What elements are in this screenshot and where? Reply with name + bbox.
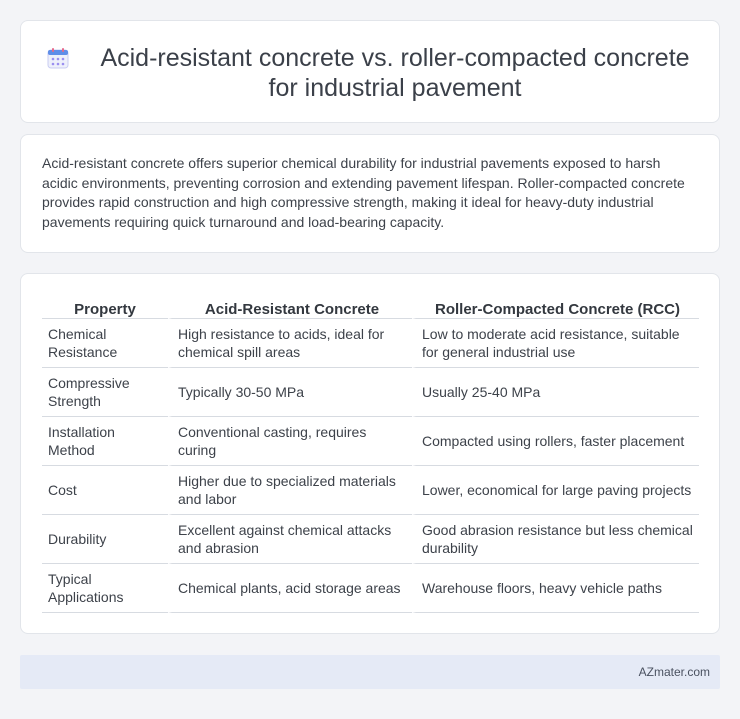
table-header-row xyxy=(42,298,699,319)
row-acid-value: Conventional casting, requires curing xyxy=(168,417,412,466)
row-property: Typical Applications xyxy=(42,564,168,613)
footer-bar xyxy=(20,655,720,689)
summary-card xyxy=(20,134,720,253)
row-rcc-value: Lower, economical for large paving projects xyxy=(412,466,699,515)
row-acid-value: Higher due to specialized materials and labor xyxy=(168,466,412,515)
row-rcc-value: Compacted using rollers, faster placement xyxy=(412,417,699,466)
comparison-table-card xyxy=(20,273,720,634)
title-card xyxy=(20,20,720,123)
table-row xyxy=(42,466,699,515)
row-rcc-value: Warehouse floors, heavy vehicle paths xyxy=(412,564,699,613)
header-property: Property xyxy=(42,298,168,319)
row-rcc-value: Usually 25-40 MPa xyxy=(412,368,699,417)
table-row xyxy=(42,368,699,417)
row-property: Installation Method xyxy=(42,417,168,466)
row-rcc-value: Good abrasion resistance but less chemical durability xyxy=(412,515,699,564)
footer-brand[interactable]: AZmater.com xyxy=(638,665,710,679)
row-acid-value: Typically 30-50 MPa xyxy=(168,368,412,417)
header-acid-resistant: Acid-Resistant Concrete xyxy=(168,298,412,319)
header-rcc: Roller-Compacted Concrete (RCC) xyxy=(412,298,699,319)
table-row xyxy=(42,564,699,613)
row-property: Durability xyxy=(42,515,168,564)
table-row xyxy=(42,515,699,564)
row-acid-value: Chemical plants, acid storage areas xyxy=(168,564,412,613)
row-acid-value: Excellent against chemical attacks and abrasion xyxy=(168,515,412,564)
row-property: Compressive Strength xyxy=(42,368,168,417)
row-property: Cost xyxy=(42,466,168,515)
row-rcc-value: Low to moderate acid resistance, suitable for general industrial use xyxy=(412,319,699,368)
row-property: Chemical Resistance xyxy=(42,319,168,368)
row-acid-value: High resistance to acids, ideal for chemical spill areas xyxy=(168,319,412,368)
summary-paragraph: Acid-resistant concrete offers superior chemical durability for industrial pavements exposed to harsh acidic environments, preventing corrosion and extending pavement lifespan. Roller-compacted concrete provides rapid construction and high compressive strength, making it ideal for heavy-duty industrial pavements requiring quick turnaround and load-bearing capacity. xyxy=(42,155,685,230)
table-row xyxy=(42,319,699,368)
page-title: Acid-resistant concrete vs. roller-compacted concrete for industrial pavement xyxy=(100,44,690,102)
table-row xyxy=(42,417,699,466)
comparison-table xyxy=(42,298,699,613)
